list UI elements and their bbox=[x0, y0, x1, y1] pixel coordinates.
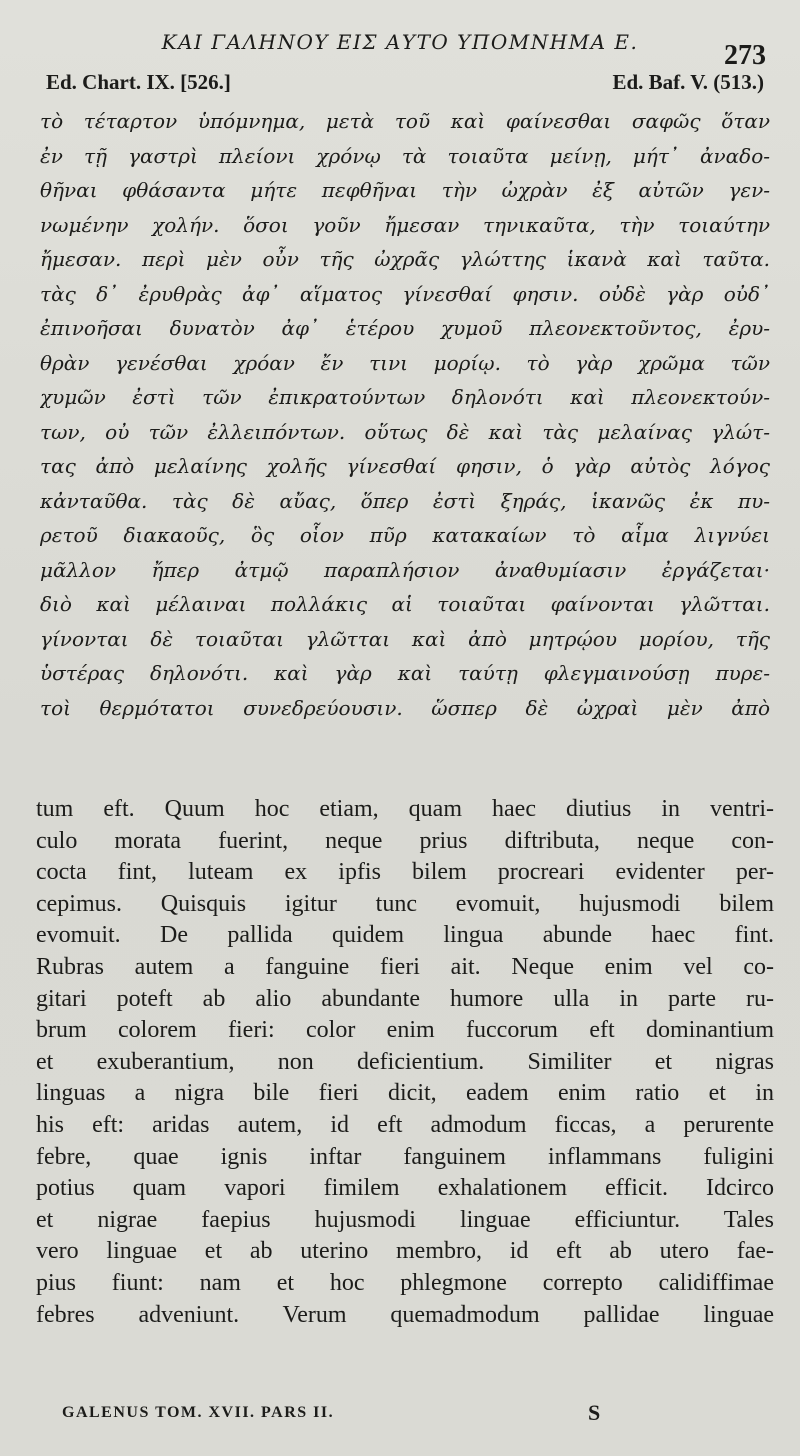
greek-line: μᾶλλον ἤπερ ἀτμῷ παραπλήσιον ἀναθυμίασιν ἐργάζεται· bbox=[40, 557, 770, 582]
running-title: ΚΑΙ ΓΑΛΗΝΟΥ ΕΙΣ ΑΥΤΟ ΥΠΟΜΝΗΜΑ Ε. bbox=[161, 30, 639, 54]
greek-line: ὑστέρας δηλονότι. καὶ γὰρ καὶ ταύτῃ φλεγμαινούσῃ πυρε- bbox=[40, 661, 770, 685]
latin-line: tum eft. Quum hoc etiam, quam haec diutius in ventri- bbox=[36, 796, 774, 822]
latin-line: febres adveniunt. Verum quemadmodum pallidae linguae bbox=[36, 1301, 774, 1328]
greek-line: νωμένην χολήν. ὅσοι γοῦν ἤμεσαν τηνικαῦτα, τὴν τοιαύτην bbox=[40, 212, 770, 237]
edition-reference-basel: Ed. Baf. V. (513.) bbox=[612, 70, 764, 94]
greek-line: των, οὐ τῶν ἐλλειπόντων. οὕτως δὲ καὶ τὰς μελαίνας γλώτ- bbox=[40, 419, 770, 444]
greek-line: διὸ καὶ μέλαιναι πολλάκις αἱ τοιαῦται φαίνονται γλῶτται. bbox=[40, 592, 770, 616]
latin-line: et exuberantium, non deficientium. Similiter et nigras bbox=[36, 1048, 774, 1075]
footer-signature: GALENUS TOM. XVII. PARS II. bbox=[62, 1404, 335, 1421]
latin-line: brum colorem fieri: color enim fuccorum eft dominantium bbox=[36, 1017, 774, 1044]
greek-line: θρὰν γενέσθαι χρόαν ἔν τινι μορίῳ. τὸ γὰρ χρῶμα τῶν bbox=[40, 350, 770, 375]
latin-line: culo morata fuerint, neque prius diftributa, neque con- bbox=[36, 827, 774, 854]
greek-line: θῆναι φθάσαντα μήτε πεφθῆναι τὴν ὠχρὰν ἐξ αὐτῶν γεν- bbox=[40, 178, 770, 202]
greek-line: τας ἀπὸ μελαίνης χολῆς γίνεσθαί φησιν, ὁ γὰρ αὐτὸς λόγος bbox=[40, 454, 770, 478]
greek-line: τοὶ θερμότατοι συνεδρεύουσιν. ὥσπερ δὲ ὠχραὶ μὲν ἀπὸ bbox=[40, 695, 770, 720]
latin-line: cocta fint, luteam ex ipfis bilem procreari evidenter per- bbox=[36, 859, 774, 886]
edition-reference-chartier: Ed. Chart. IX. [526.] bbox=[46, 70, 231, 94]
greek-line: ἐπινοῆσαι δυνατὸν ἀφ᾿ ἑτέρου χυμοῦ πλεονεκτοῦντος, ἐρυ- bbox=[40, 316, 770, 340]
latin-line: et nigrae faepius hujusmodi linguae efficiuntur. Tales bbox=[36, 1206, 774, 1233]
greek-line: χυμῶν ἐστὶ τῶν ἐπικρατούντων δηλονότι καὶ πλεονεκτούν- bbox=[40, 385, 770, 409]
latin-line: cepimus. Quisquis igitur tunc evomuit, hujusmodi bilem bbox=[36, 890, 774, 917]
latin-line: pius fiunt: nam et hoc phlegmone correpto calidiffimae bbox=[36, 1269, 774, 1296]
latin-line: febre, quae ignis inftar fanguinem inflammans fuligini bbox=[36, 1143, 774, 1170]
greek-line: ἤμεσαν. περὶ μὲν οὖν τῆς ὠχρᾶς γλώττης ἱκανὰ καὶ ταῦτα. bbox=[40, 247, 770, 271]
greek-line: ρετοῦ διακαοῦς, ὃς οἷον πῦρ κατακαίων τὸ αἷμα λιγνύει bbox=[40, 523, 770, 547]
greek-line: τὰς δ᾿ ἐρυθρὰς ἀφ᾿ αἵματος γίνεσθαί φησιν. οὐδὲ γὰρ οὐδ᾿ bbox=[40, 281, 770, 306]
latin-line: Rubras autem a fanguine fieri ait. Neque enim vel co- bbox=[36, 953, 774, 980]
latin-line: gitari poteft ab alio abundante humore ulla in parte ru- bbox=[36, 985, 774, 1012]
greek-line: κἀνταῦθα. τὰς δὲ αὔας, ὅπερ ἐστὶ ξηράς, ἱκανῶς ἐκ πυ- bbox=[40, 488, 770, 513]
latin-line: linguas a nigra bile fieri dicit, eadem enim ratio et in bbox=[36, 1080, 774, 1107]
page-number: 273 bbox=[724, 40, 766, 71]
latin-text-block bbox=[36, 794, 774, 1331]
greek-line: ἐν τῇ γαστρὶ πλείονι χρόνῳ τὰ τοιαῦτα μείνῃ, μήτ᾿ ἀναδο- bbox=[40, 143, 770, 168]
latin-line: evomuit. De pallida quidem lingua abunde haec fint. bbox=[36, 922, 774, 949]
greek-line: τὸ τέταρτον ὑπόμνημα, μετὰ τοῦ καὶ φαίνεσθαι σαφῶς ὅταν bbox=[40, 109, 770, 133]
latin-line: potius quam vapori fimilem exhalationem efficit. Idcirco bbox=[36, 1175, 774, 1202]
footer-signature-mark: S bbox=[588, 1400, 601, 1425]
greek-line: γίνονται δὲ τοιαῦται γλῶτται καὶ ἀπὸ μητρῴου μορίου, τῆς bbox=[40, 626, 770, 651]
latin-line: his eft: aridas autem, id eft admodum ficcas, a perurente bbox=[36, 1111, 774, 1138]
greek-text-block bbox=[40, 104, 770, 725]
latin-line: vero linguae et ab uterino membro, id eft ab utero fae- bbox=[36, 1238, 774, 1265]
